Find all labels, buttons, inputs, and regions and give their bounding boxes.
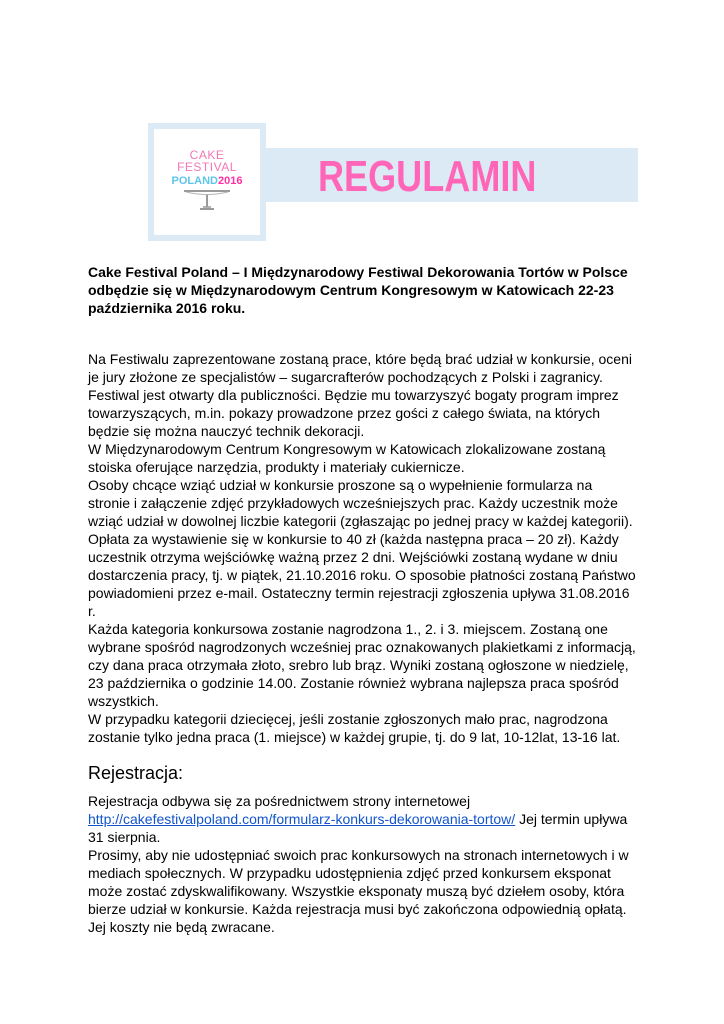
registration-text-before-link: Rejestracja odbywa się za pośrednictwem strony internetowej: [88, 793, 471, 809]
cake-festival-logo: [148, 123, 266, 241]
logo-poland-text: POLAND: [171, 175, 218, 187]
registration-text-after-link: Jej termin upływa 31 sierpnia.: [88, 811, 628, 845]
paragraph-1: Na Festiwalu zaprezentowane zostaną prace, które będą brać udział w konkursie, oceni je jury złożone ze specjalistów – sugarcrafterów pochodzących z Polski i zagranicy. Festiwal jest otwarty dla publiczności. Będzie mu towarzyszyć bogaty program imprez towarzyszących, m.in. pokazy prowadzone przez gości z całego świata, na których będzie się można nauczyć technik dekoracji.: [88, 351, 632, 439]
page-title: REGULAMIN: [318, 152, 537, 201]
logo-year-text: 2016: [217, 175, 243, 187]
document-body: [88, 263, 636, 936]
logo-line-cake: CAKE: [189, 148, 225, 162]
registration-form-link[interactable]: http://cakefestivalpoland.com/formularz-konkurs-dekorowania-tortow/: [88, 811, 516, 827]
registration-heading: Rejestracja:: [88, 763, 184, 783]
logo-line-poland: [154, 175, 260, 187]
paragraph-4: Każda kategoria konkursowa zostanie nagrodzona 1., 2. i 3. miejscem. Zostaną one wybrane spośród nagrodzonych wcześniej prac oznakowanych plakietkami z informacją, czy dana praca otrzymała złoto, srebro lub brąz. Wyniki zostaną ogłoszone w niedzielę, 23 października o godzinie 14.00. Zostanie również wybrana najlepsza praca spośród wszystkich.: [88, 621, 636, 709]
paragraph-2: W Międzynarodowym Centrum Kongresowym w Katowicach zlokalizowane zostaną stoiska oferujące narzędzia, produkty i materiały cukiernicze.: [88, 441, 606, 475]
logo-line-festival: FESTIVAL: [177, 160, 237, 174]
intro-paragraph: Cake Festival Poland – I Międzynarodowy Festiwal Dekorowania Tortów w Polsce odbędzie się w Międzynarodowym Centrum Kongresowym w Katowicach 22-23 października 2016 roku.: [88, 264, 628, 316]
cake-stand-icon: [180, 189, 234, 213]
registration-paragraph-1: [88, 792, 636, 846]
paragraph-3: Osoby chcące wziąć udział w konkursie proszone są o wypełnienie formularza na stronie i załączenie zdjęć przykładowych wcześniejszych prac. Każdy uczestnik może wziąć udział w dowolnej liczbie kategorii (zgłaszając po jednej pracy w każdej kategorii). Opłata za wystawienie się w konkursie to 40 zł (każda następna praca – 20 zł). Każdy uczestnik otrzyma wejściówkę ważną przez 2 dni. Wejściówki zostaną wydane w dniu dostarczenia pracy, tj. w piątek, 21.10.2016 roku. O sposobie płatności zostaną Państwo powiadomieni przez e-mail. Ostateczny termin rejestracji zgłoszenia upływa 31.08.2016 r.: [88, 477, 636, 619]
paragraph-5: W przypadku kategorii dziecięcej, jeśli zostanie zgłoszonych mało prac, nagrodzona zostanie tylko jedna praca (1. miejsce) w każdej grupie, tj. do 9 lat, 10-12lat, 13-16 lat.: [88, 711, 621, 745]
registration-paragraph-2: Prosimy, aby nie udostępniać swoich prac konkursowych na stronach internetowych i w mediach społecznych. W przypadku udostępnienia zdjęć przed konkursem eksponat może zostać zdyskwalifikowany. Wszystkie eksponaty muszą być dziełem osoby, która bierze udział w konkursie. Każda rejestracja musi być zakończona odpowiednią opłatą. Jej koszty nie będą zwracane.: [88, 847, 629, 935]
